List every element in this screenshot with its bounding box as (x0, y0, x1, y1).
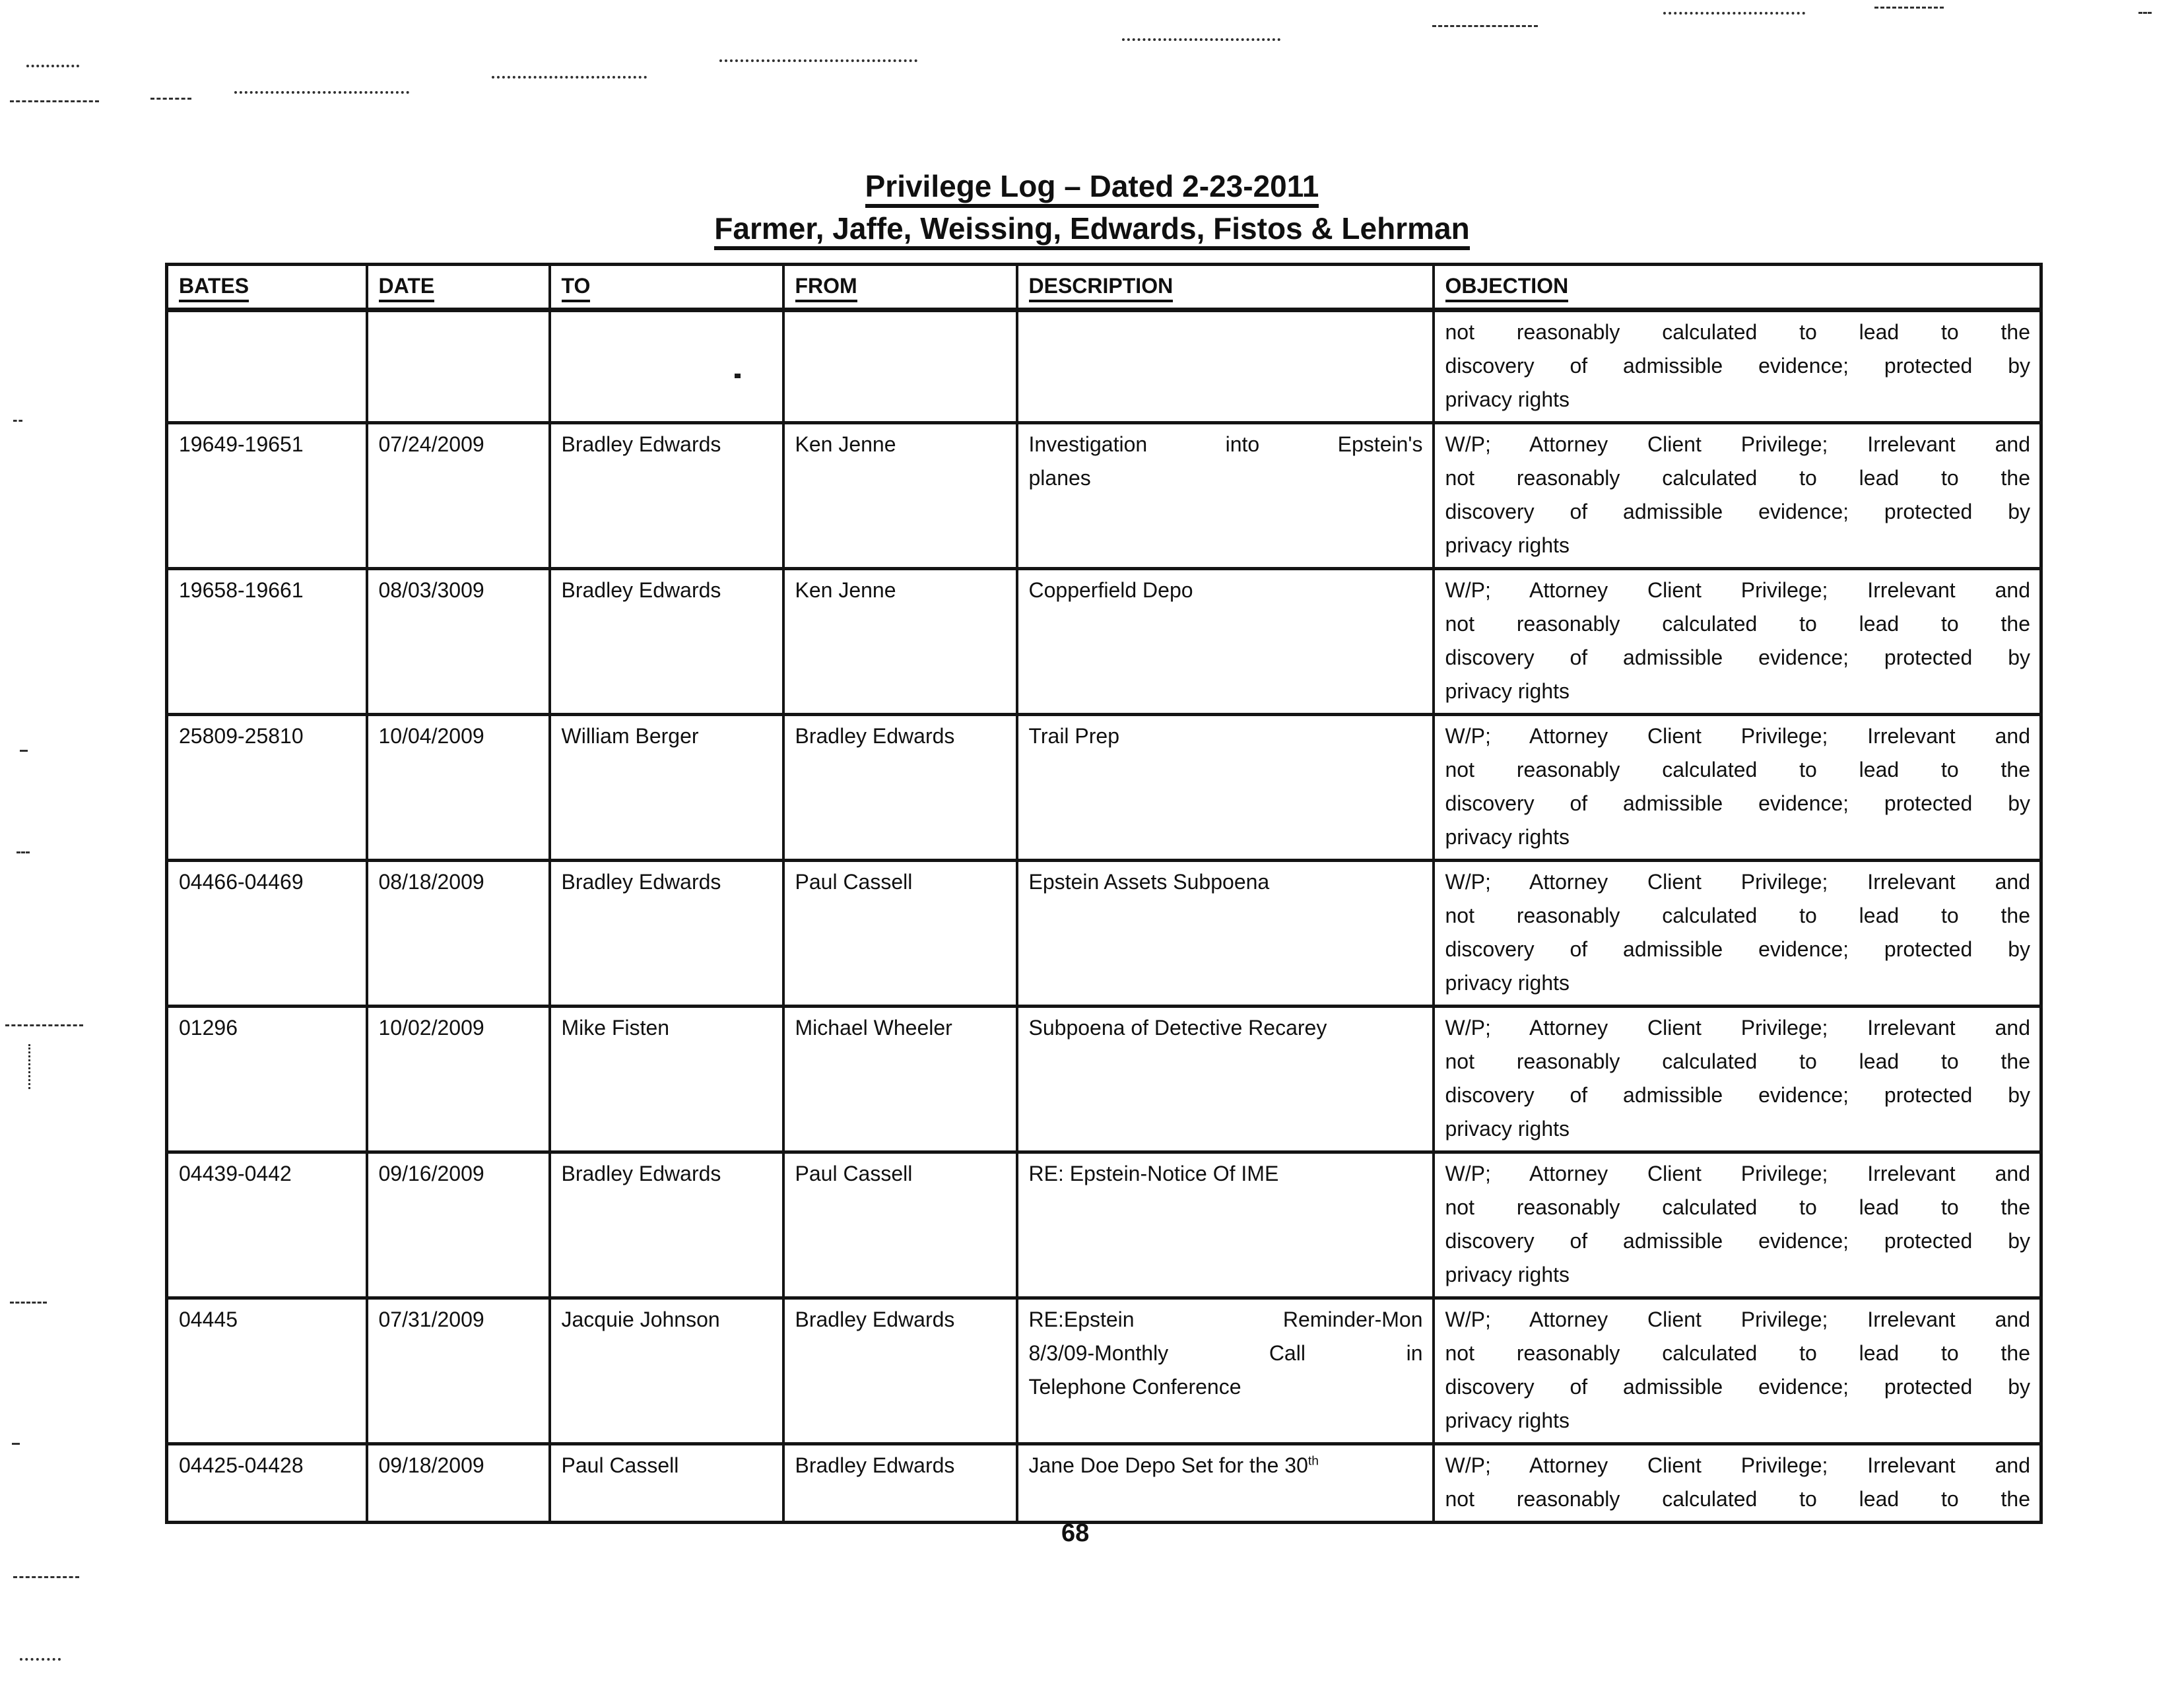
cell-text-line: Trail Prep (1028, 724, 1120, 748)
cell-text-line: W/P; Attorney Client Privilege; Irrelevant and (1445, 1453, 2030, 1477)
cell-to: Jacquie Johnson (550, 1298, 783, 1444)
cell-text-line: not reasonably calculated to lead to the (1445, 612, 2030, 636)
cell-text-line: privacy rights (1445, 1263, 1570, 1286)
scan-artifact (12, 1443, 20, 1445)
cell-objection (1434, 1444, 2041, 1523)
cell-description (1017, 310, 1434, 423)
table-header-row (167, 265, 2041, 310)
cell-text-line: privacy rights (1445, 971, 1570, 995)
cell-text-line: W/P; Attorney Client Privilege; Irrelevant and (1445, 1016, 2030, 1040)
cell-text-line: 8/3/09-Monthly Call in (1028, 1341, 1423, 1365)
cell-text-line: discovery of admissible evidence; protected by (1445, 1229, 2030, 1253)
cell-description (1017, 569, 1434, 715)
cell-text-line: privacy rights (1445, 825, 1570, 849)
scan-artifact (13, 420, 22, 422)
cell-text-line: not reasonably calculated to lead to the (1445, 466, 2030, 490)
scan-artifact (1874, 7, 1944, 9)
cell-text-line: not reasonably calculated to lead to the (1445, 1487, 2030, 1511)
cell-from: Paul Cassell (783, 1152, 1017, 1298)
cell-text-line: not reasonably calculated to lead to the (1445, 1049, 2030, 1073)
scan-artifact (10, 1302, 47, 1304)
scan-artifact (2138, 12, 2152, 14)
cell-text-line: discovery of admissible evidence; protected by (1445, 646, 2030, 669)
cell-objection (1434, 861, 2041, 1007)
cell-text-line: Copperfield Depo (1028, 578, 1193, 602)
cell-bates: 04425-04428 (167, 1444, 367, 1523)
document-title-text: Privilege Log – Dated 2-23-2011 (865, 169, 1319, 208)
table-row (167, 423, 2041, 569)
cell-date: 08/18/2009 (367, 861, 550, 1007)
cell-date: 08/03/3009 (367, 569, 550, 715)
cell-description (1017, 1152, 1434, 1298)
cell-to: Bradley Edwards (550, 861, 783, 1007)
cell-description (1017, 1007, 1434, 1152)
table-row (167, 1298, 2041, 1444)
scan-artifact (28, 1044, 30, 1089)
cell-bates: 01296 (167, 1007, 367, 1152)
cell-from (783, 310, 1017, 423)
table-row (167, 1007, 2041, 1152)
scan-artifact (1663, 12, 1805, 15)
cell-date: 07/31/2009 (367, 1298, 550, 1444)
cell-date: 09/16/2009 (367, 1152, 550, 1298)
scan-artifact (20, 750, 28, 752)
cell-from: Bradley Edwards (783, 1444, 1017, 1523)
cell-from: Bradley Edwards (783, 715, 1017, 861)
cell-description (1017, 423, 1434, 569)
cell-text-line: W/P; Attorney Client Privilege; Irrelevant and (1445, 724, 2030, 748)
document-subtitle-text: Farmer, Jaffe, Weissing, Edwards, Fistos & Lehrman (714, 211, 1469, 250)
column-header-label: DESCRIPTION (1029, 274, 1174, 302)
column-header-to (550, 265, 783, 310)
cell-text-line: privacy rights (1445, 679, 1570, 703)
cell-objection (1434, 569, 2041, 715)
cell-text-line: discovery of admissible evidence; protected by (1445, 500, 2030, 523)
scan-artifact (5, 1024, 83, 1026)
cell-text-line: not reasonably calculated to lead to the (1445, 320, 2030, 344)
cell-from: Bradley Edwards (783, 1298, 1017, 1444)
cell-description (1017, 861, 1434, 1007)
table-row (167, 569, 2041, 715)
scan-artifact (719, 59, 917, 62)
cell-text-line: Investigation into Epstein's (1028, 432, 1423, 456)
cell-date: 10/04/2009 (367, 715, 550, 861)
scan-artifact (1432, 25, 1538, 27)
cell-bates: 04466-04469 (167, 861, 367, 1007)
column-header-label: DATE (379, 274, 435, 302)
superscript-ordinal: th (1307, 1454, 1319, 1469)
cell-text-line: W/P; Attorney Client Privilege; Irrelevant and (1445, 1162, 2030, 1185)
scan-artifact (234, 91, 409, 94)
cell-to: Bradley Edwards (550, 423, 783, 569)
cell-bates: 25809-25810 (167, 715, 367, 861)
cell-objection (1434, 1298, 2041, 1444)
cell-objection (1434, 423, 2041, 569)
cell-text-line: Subpoena of Detective Recarey (1028, 1016, 1327, 1040)
cell-bates: 19658-19661 (167, 569, 367, 715)
cell-text-line: privacy rights (1445, 1409, 1570, 1432)
scan-artifact (26, 65, 79, 67)
column-header-objection (1434, 265, 2041, 310)
column-header-date (367, 265, 550, 310)
cell-text-line: Telephone Conference (1028, 1375, 1241, 1399)
cell-text-line: planes (1028, 466, 1091, 490)
cell-text-line: W/P; Attorney Client Privilege; Irrelevant and (1445, 870, 2030, 894)
cell-text-line: RE: Epstein-Notice Of IME (1028, 1162, 1279, 1185)
cell-text-line: privacy rights (1445, 533, 1570, 557)
cell-text-line: privacy rights (1445, 387, 1570, 411)
cell-bates (167, 310, 367, 423)
cell-text-line: W/P; Attorney Client Privilege; Irrelevant and (1445, 578, 2030, 602)
table-row (167, 1444, 2041, 1523)
cell-text-line: discovery of admissible evidence; protected by (1445, 937, 2030, 961)
scan-artifact (13, 1576, 79, 1578)
cell-text-line: W/P; Attorney Client Privilege; Irrelevant and (1445, 1308, 2030, 1331)
column-header-from (783, 265, 1017, 310)
cell-date: 07/24/2009 (367, 423, 550, 569)
cell-to: Mike Fisten (550, 1007, 783, 1152)
column-header-label: OBJECTION (1445, 274, 1569, 302)
cell-text-line: not reasonably calculated to lead to the (1445, 758, 2030, 781)
cell-objection (1434, 1007, 2041, 1152)
cell-to: Bradley Edwards (550, 569, 783, 715)
column-header-description (1017, 265, 1434, 310)
cell-text-line: Jane Doe Depo Set for the 30th (1028, 1453, 1319, 1477)
cell-to (550, 310, 783, 423)
cell-bates: 04439-0442 (167, 1152, 367, 1298)
cell-from: Ken Jenne (783, 569, 1017, 715)
privilege-log-table (165, 263, 2043, 1524)
cell-to: Paul Cassell (550, 1444, 783, 1523)
cell-text-line: discovery of admissible evidence; protected by (1445, 791, 2030, 815)
cell-date (367, 310, 550, 423)
cell-description (1017, 1444, 1434, 1523)
scan-artifact (20, 1658, 61, 1661)
cell-text-line: W/P; Attorney Client Privilege; Irrelevant and (1445, 432, 2030, 456)
scan-artifact (492, 76, 647, 79)
document-header (0, 165, 2184, 249)
cell-bates: 04445 (167, 1298, 367, 1444)
document-title (0, 165, 2184, 207)
page-number: 68 (1061, 1519, 1090, 1547)
cell-text-line: not reasonably calculated to lead to the (1445, 1341, 2030, 1365)
document-subtitle (0, 207, 2184, 249)
cell-bates: 19649-19651 (167, 423, 367, 569)
column-header-label: TO (562, 274, 591, 302)
cell-text-line: RE:Epstein Reminder-Mon (1028, 1308, 1423, 1331)
cell-text-line: discovery of admissible evidence; protected by (1445, 354, 2030, 378)
cell-to: William Berger (550, 715, 783, 861)
scan-artifact (1122, 38, 1280, 41)
table-row (167, 310, 2041, 423)
cell-text-line: not reasonably calculated to lead to the (1445, 904, 2030, 927)
cell-date: 09/18/2009 (367, 1444, 550, 1523)
scan-artifact (17, 851, 30, 853)
cell-to: Bradley Edwards (550, 1152, 783, 1298)
cell-description (1017, 1298, 1434, 1444)
cell-from: Paul Cassell (783, 861, 1017, 1007)
scan-artifact (150, 98, 191, 100)
cell-description (1017, 715, 1434, 861)
cell-date: 10/02/2009 (367, 1007, 550, 1152)
cell-text-line: not reasonably calculated to lead to the (1445, 1195, 2030, 1219)
scan-artifact (10, 100, 99, 102)
cell-objection (1434, 310, 2041, 423)
column-header-label: BATES (179, 274, 249, 302)
cell-from: Michael Wheeler (783, 1007, 1017, 1152)
column-header-bates (167, 265, 367, 310)
cell-text-line: Epstein Assets Subpoena (1028, 870, 1270, 894)
column-header-label: FROM (795, 274, 857, 302)
table-row (167, 1152, 2041, 1298)
cell-text-line: discovery of admissible evidence; protected by (1445, 1083, 2030, 1107)
cell-text-line: discovery of admissible evidence; protected by (1445, 1375, 2030, 1399)
cell-from: Ken Jenne (783, 423, 1017, 569)
cell-objection (1434, 1152, 2041, 1298)
table-row (167, 715, 2041, 861)
cell-objection (1434, 715, 2041, 861)
table-row (167, 861, 2041, 1007)
cell-text-line: privacy rights (1445, 1117, 1570, 1141)
